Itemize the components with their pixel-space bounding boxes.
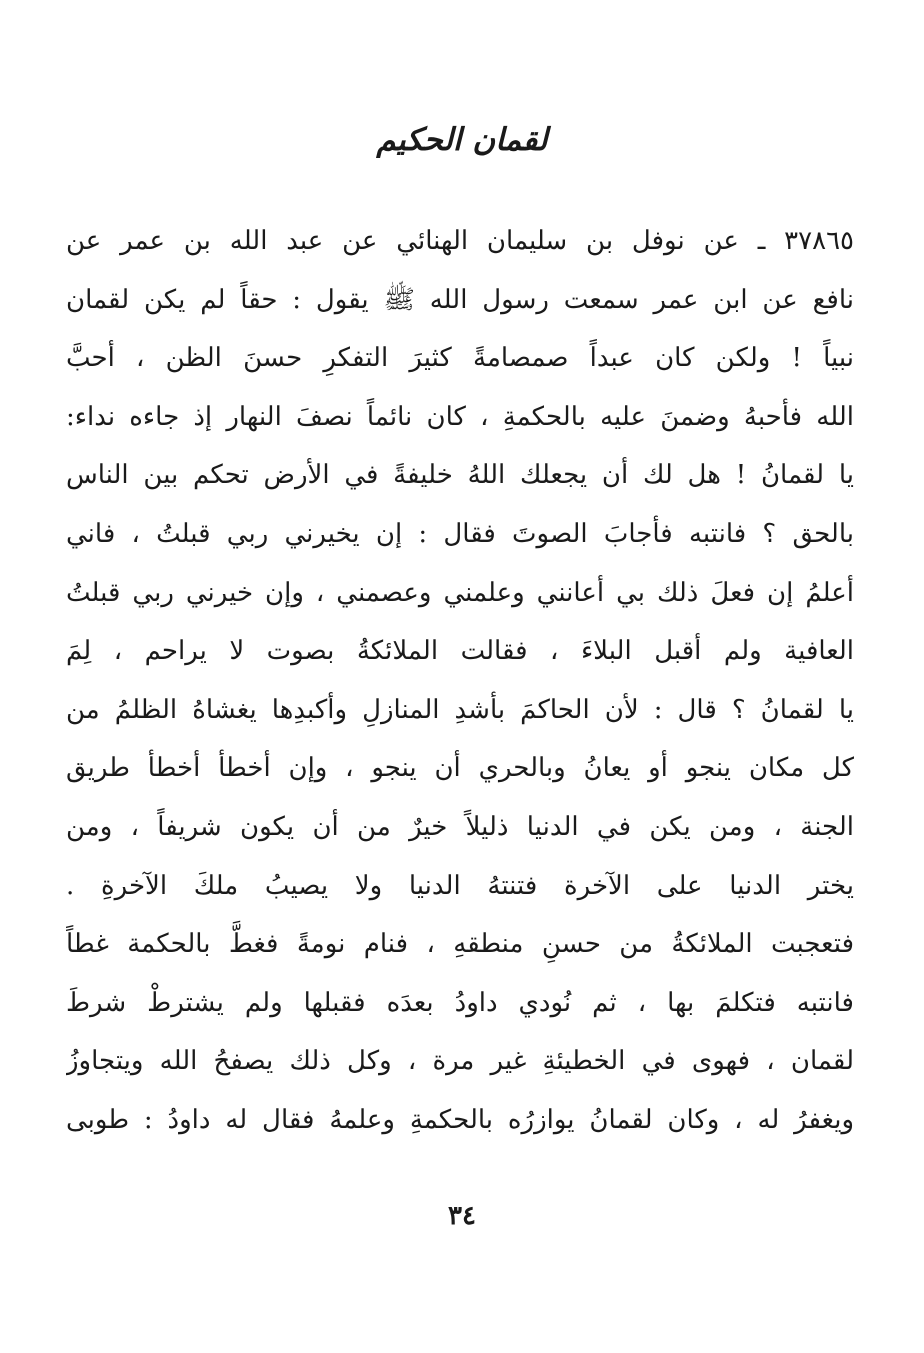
text-line: فتعجبت الملائكةُ من حسنِ منطقهِ ، فنام نومةً فغطَّ بالحكمة غطاً xyxy=(66,929,854,960)
text-line: يختر الدنيا على الآخرة فتنتهُ الدنيا ولا يصيبُ ملكَ الآخرةِ . xyxy=(66,870,854,901)
text-line: ٣٧٨٦٥ ـ عن نوفل بن سليمان الهنائي عن عبد الله بن عمر عن xyxy=(66,226,854,256)
page-number: ٣٤ xyxy=(448,1201,476,1231)
text-line: فانتبه فتكلمَ بها ، ثم نُودي داودُ بعدَه فقبلها ولم يشترطْ شرطَ xyxy=(66,987,854,1018)
text-line: الجنة ، ومن يكن في الدنيا ذليلاً خيرٌ من أن يكون شريفاً ، ومن xyxy=(66,811,854,842)
text-line: نبياً ! ولكن كان عبداً صمصامةً كثيرَ التفكرِ حسنَ الظن ، أحبَّ xyxy=(66,343,854,374)
running-title: لقمان الحكيم xyxy=(376,122,548,158)
text-line: لقمان ، فهوى في الخطيئةِ غير مرة ، وكل ذلك يصفحُ الله ويتجاوزُ xyxy=(66,1046,854,1077)
body-text xyxy=(66,212,854,1150)
text-line: الله فأحبهُ وضمنَ عليه بالحكمةِ ، كان نائماً نصفَ النهار إذ جاءه نداء: xyxy=(66,401,854,432)
text-line: بالحق ؟ فانتبه فأجابَ الصوتَ فقال : إن يخيرني ربي قبلتُ ، فاني xyxy=(66,518,854,549)
text-line: يا لقمانُ ؟ قال : لأن الحاكمَ بأشدِ المنازلِ وأكبدِها يغشاهُ الظلمُ من xyxy=(66,694,854,725)
text-line: نافع عن ابن عمر سمعت رسول الله ﷺ يقول : حقاً لم يكن لقمان xyxy=(66,284,854,315)
text-line: يا لقمانُ ! هل لك أن يجعلك اللهُ خليفةً في الأرض تحكم بين الناس xyxy=(66,460,854,491)
text-line: ويغفرُ له ، وكان لقمانُ يوازرُه بالحكمةِ وعلمهُ فقال له داودُ : طوبى xyxy=(66,1104,854,1135)
text-line: العافية ولم أقبل البلاءَ ، فقالت الملائكةُ بصوت لا يراحم ، لِمَ xyxy=(66,636,854,667)
text-line: كل مكان ينجو أو يعانُ وبالحري أن ينجو ، وإن أخطأ أخطأ طريق xyxy=(66,753,854,784)
text-line: أعلمُ إن فعلَ ذلك بي أعانني وعلمني وعصمني ، وإن خيرني ربي قبلتُ xyxy=(66,577,854,608)
